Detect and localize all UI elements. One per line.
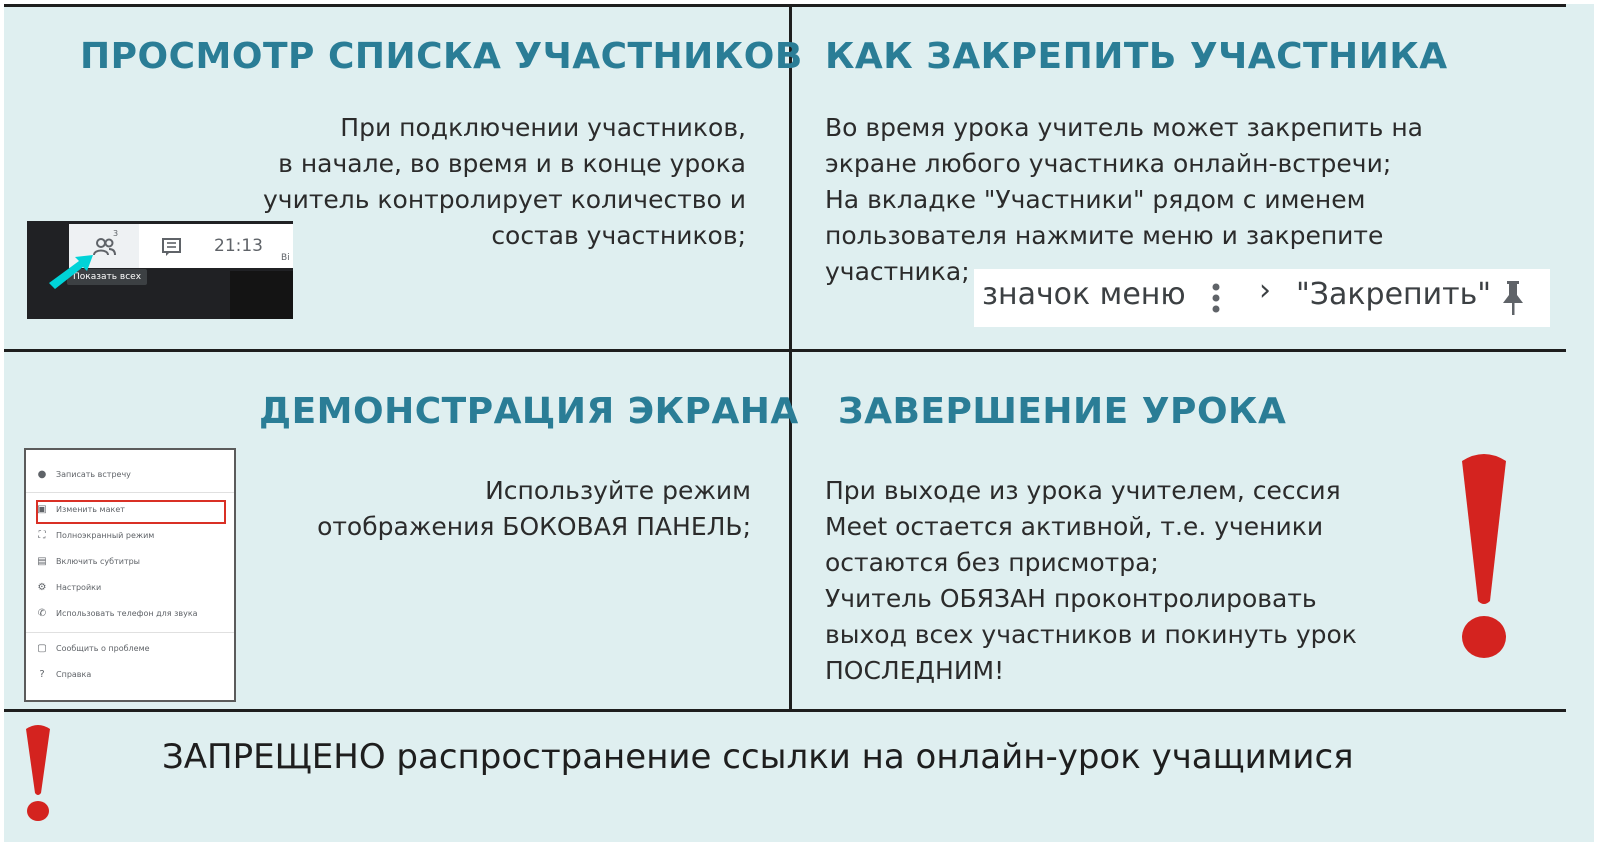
menu-item-label: Использовать телефон для звука bbox=[56, 609, 198, 618]
help-icon: ? bbox=[39, 669, 45, 680]
fullscreen-icon: ⛶ bbox=[38, 530, 46, 541]
text-line: состав участников; bbox=[491, 221, 746, 250]
meet-toolbar bbox=[69, 224, 293, 268]
meet-toolbar-screenshot bbox=[27, 221, 293, 319]
participants-title: ПРОСМОТР СПИСКА УЧАСТНИКОВ bbox=[80, 36, 803, 77]
menu-item-label: Настройки bbox=[56, 583, 102, 592]
text-line: На вкладке "Участники" рядом с именем bbox=[825, 185, 1366, 214]
more-vert-icon bbox=[1210, 281, 1222, 317]
text-line: остаются без присмотра; bbox=[825, 548, 1159, 577]
phone-icon: ✆ bbox=[37, 608, 47, 619]
text-line: отображения БОКОВАЯ ПАНЕЛЬ; bbox=[317, 512, 751, 541]
meeting-time: 21:13 bbox=[214, 236, 263, 256]
layout-icon: ▣ bbox=[37, 504, 47, 515]
pin-text bbox=[825, 110, 1423, 290]
pin-icon bbox=[1500, 279, 1526, 319]
menu-item[interactable] bbox=[36, 608, 226, 626]
pin-label: "Закрепить" bbox=[1296, 277, 1492, 312]
menu-item[interactable] bbox=[36, 556, 226, 574]
menu-item-label: Справка bbox=[56, 670, 92, 679]
text-line: Meet остается активной, т.е. ученики bbox=[825, 512, 1324, 541]
menu-item[interactable] bbox=[36, 643, 226, 661]
menu-item-label: Записать встречу bbox=[56, 470, 131, 479]
text-line: Во время урока учитель может закрепить на bbox=[825, 113, 1423, 142]
text-line: ПОСЛЕДНИМ! bbox=[825, 656, 1005, 685]
screen-text bbox=[317, 473, 751, 545]
menu-item[interactable] bbox=[36, 469, 226, 487]
end-text bbox=[825, 473, 1357, 689]
footer-warning: ЗАПРЕЩЕНО распространение ссылки на онлайн-урок учащимися bbox=[162, 737, 1354, 777]
bottom-divider bbox=[4, 709, 1566, 712]
show-all-tooltip: Показать всех bbox=[67, 269, 147, 285]
chat-icon[interactable] bbox=[161, 237, 183, 257]
participants-text bbox=[263, 110, 746, 254]
middle-divider bbox=[4, 349, 1566, 352]
menu-label: значок меню bbox=[982, 277, 1186, 312]
record-icon: ● bbox=[37, 469, 47, 480]
arrow-text: › bbox=[1259, 273, 1271, 308]
screen-title: ДЕМОНСТРАЦИЯ ЭКРАНА bbox=[259, 391, 799, 432]
pin-title: КАК ЗАКРЕПИТЬ УЧАСТНИКА bbox=[825, 36, 1448, 77]
text-line: в начале, во время и в конце урока bbox=[278, 149, 746, 178]
cursor-arrow-icon bbox=[45, 249, 95, 289]
menu-item[interactable] bbox=[36, 530, 226, 548]
menu-item-label: Сообщить о проблеме bbox=[56, 644, 150, 653]
participants-count: 3 bbox=[113, 229, 119, 238]
menu-item-label: Изменить макет bbox=[56, 505, 125, 514]
menu-divider bbox=[26, 492, 234, 493]
text-line: Учитель ОБЯЗАН проконтролировать bbox=[825, 584, 1317, 613]
feedback-icon: ▢ bbox=[37, 643, 47, 654]
people-icon bbox=[92, 235, 122, 259]
center-divider bbox=[789, 4, 792, 712]
text-line: При подключении участников, bbox=[340, 113, 746, 142]
menu-item[interactable] bbox=[36, 504, 226, 522]
menu-item[interactable] bbox=[36, 582, 226, 600]
text-line: учитель контролирует количество и bbox=[263, 185, 746, 214]
truncated-text: Ві bbox=[281, 253, 290, 263]
text-line: экране любого участника онлайн-встречи; bbox=[825, 149, 1392, 178]
menu-item[interactable] bbox=[36, 669, 226, 687]
exclamation-icon bbox=[22, 723, 54, 823]
menu-divider bbox=[26, 632, 234, 633]
menu-item-label: Полноэкранный режим bbox=[56, 531, 155, 540]
captions-icon: ▤ bbox=[37, 556, 47, 567]
text-line: пользователя нажмите меню и закрепите bbox=[825, 221, 1384, 250]
text-line: участника; bbox=[825, 257, 970, 286]
text-line: Используйте режим bbox=[485, 476, 751, 505]
pin-instruction bbox=[974, 269, 1550, 327]
menu-item-label: Включить субтитры bbox=[56, 557, 140, 566]
info-page bbox=[4, 4, 1594, 842]
exclamation-icon bbox=[1454, 451, 1514, 666]
video-tile bbox=[230, 271, 293, 319]
end-title: ЗАВЕРШЕНИЕ УРОКА bbox=[838, 391, 1287, 432]
text-line: При выходе из урока учителем, сессия bbox=[825, 476, 1341, 505]
text-line: выход всех участников и покинуть урок bbox=[825, 620, 1357, 649]
meet-menu-screenshot bbox=[24, 448, 236, 702]
settings-icon: ⚙ bbox=[37, 582, 47, 593]
top-border bbox=[4, 4, 1566, 7]
